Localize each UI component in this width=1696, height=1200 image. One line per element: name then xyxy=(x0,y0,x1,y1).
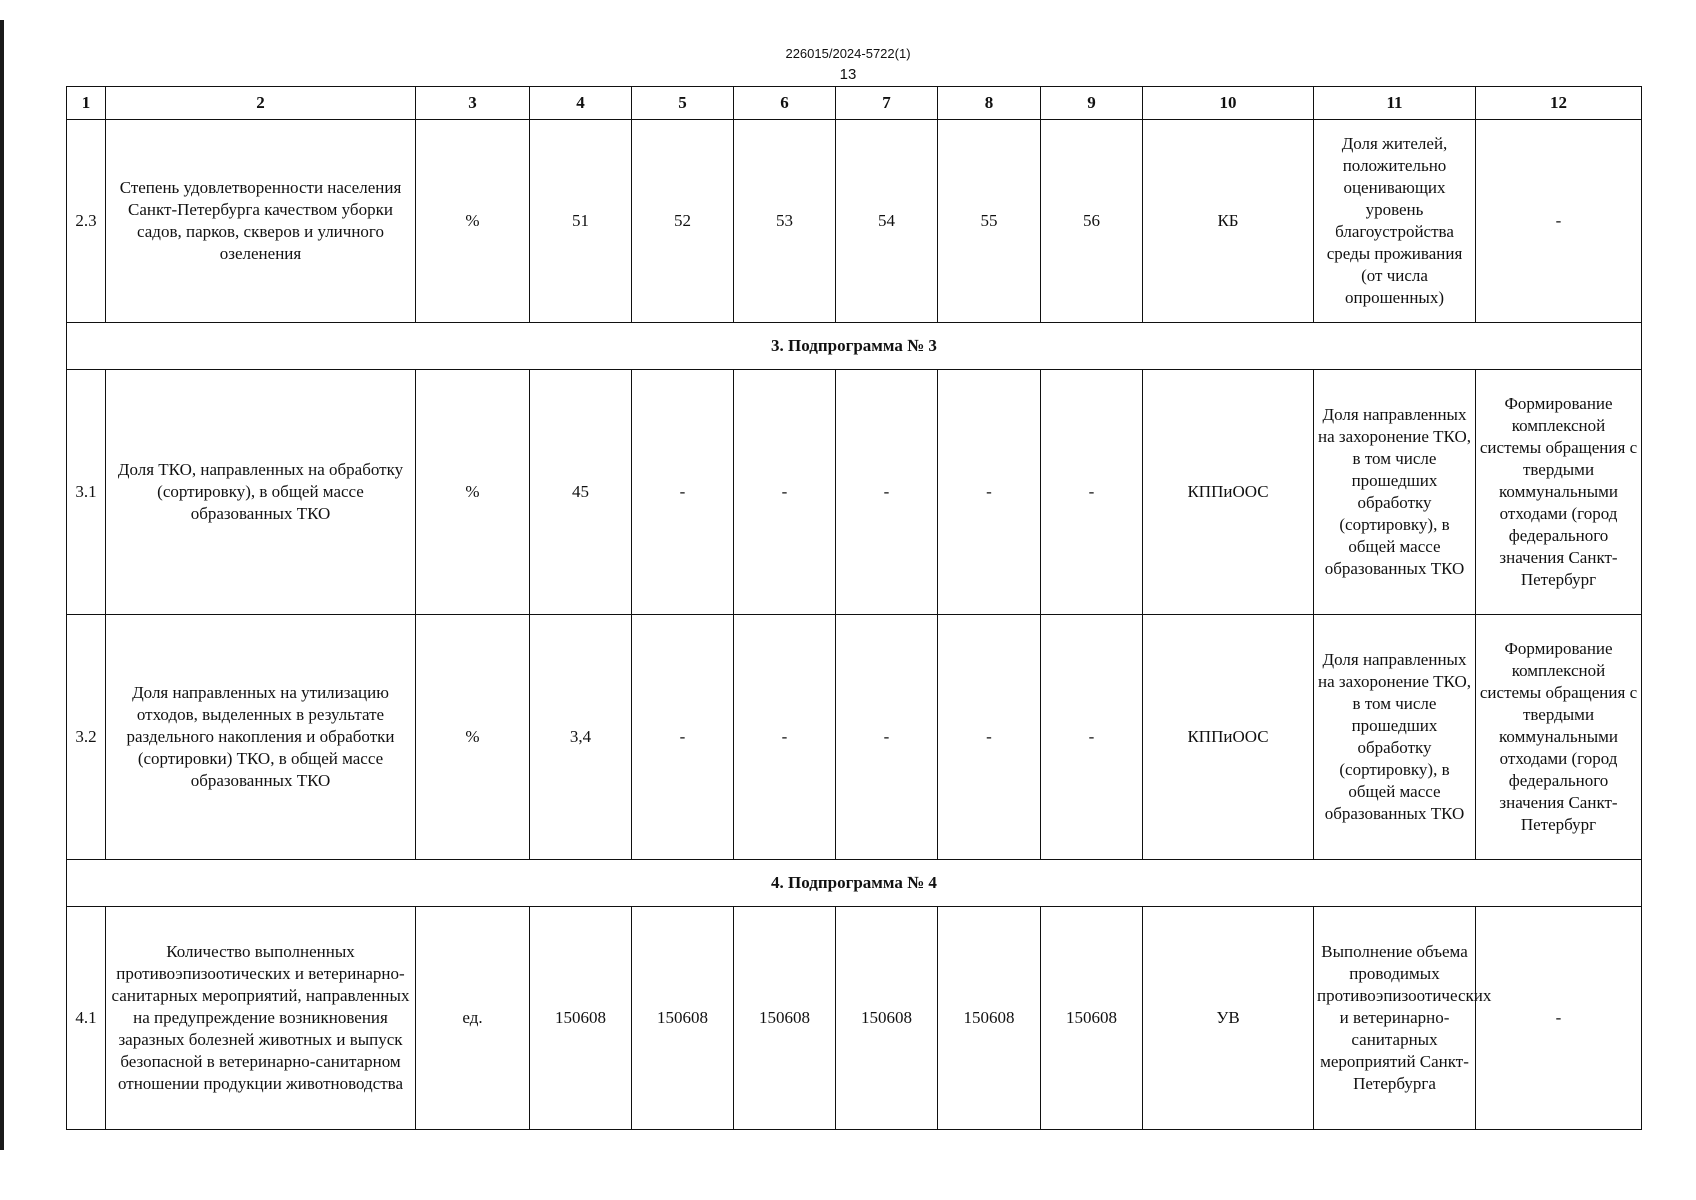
value-cell: 150608 xyxy=(836,907,938,1130)
header-cell: 6 xyxy=(734,87,836,120)
value-cell: - xyxy=(632,615,734,860)
goal-cell: - xyxy=(1476,120,1642,323)
target-indicator-cell: Выполнение объема проводимых противоэпизоотических и ветеринарно-санитарных мероприятий Санкт-Петербурга xyxy=(1314,907,1476,1130)
value-cell: - xyxy=(938,615,1041,860)
header-cell: 10 xyxy=(1143,87,1314,120)
header-cell: 3 xyxy=(416,87,530,120)
goal-cell: Формирование комплексной системы обращения с твердыми коммунальными отходами (город федерального значения Санкт-Петербург xyxy=(1476,370,1642,615)
executor-cell: КППиООС xyxy=(1143,615,1314,860)
value-cell: 52 xyxy=(632,120,734,323)
header-cell: 9 xyxy=(1041,87,1143,120)
value-cell: 3,4 xyxy=(530,615,632,860)
unit-cell: ед. xyxy=(416,907,530,1130)
value-cell: - xyxy=(836,615,938,860)
row-number: 3.2 xyxy=(67,615,106,860)
value-cell: 45 xyxy=(530,370,632,615)
section-row xyxy=(67,323,1642,370)
value-cell: - xyxy=(1041,370,1143,615)
indicators-table xyxy=(66,86,1642,1130)
value-cell: 53 xyxy=(734,120,836,323)
value-cell: 150608 xyxy=(632,907,734,1130)
value-cell: 150608 xyxy=(938,907,1041,1130)
target-indicator-cell: Доля жителей, положительно оценивающих уровень благоустройства среды проживания (от числа опрошенных) xyxy=(1314,120,1476,323)
indicator-name: Количество выполненных противоэпизоотических и ветеринарно-санитарных мероприятий, направленных на предупреждение возникновения заразных болезней животных и выпуск безопасной в ветеринарно-санитарном отношении продукции животноводства xyxy=(106,907,416,1130)
header-cell: 1 xyxy=(67,87,106,120)
executor-cell: УВ xyxy=(1143,907,1314,1130)
value-cell: - xyxy=(734,615,836,860)
row-number: 3.1 xyxy=(67,370,106,615)
header-cell: 7 xyxy=(836,87,938,120)
row-number: 2.3 xyxy=(67,120,106,323)
executor-cell: КБ xyxy=(1143,120,1314,323)
registration-number: 226015/2024-5722(1) xyxy=(785,46,911,61)
row-number: 4.1 xyxy=(67,907,106,1130)
scan-edge xyxy=(0,20,4,1150)
value-cell: 56 xyxy=(1041,120,1143,323)
section-title: 4. Подпрограмма № 4 xyxy=(67,860,1642,907)
indicator-name: Доля направленных на утилизацию отходов, выделенных в результате раздельного накопления и обработки (сортировки) ТКО, в общей массе образованных ТКО xyxy=(106,615,416,860)
value-cell: 55 xyxy=(938,120,1041,323)
unit-cell: % xyxy=(416,120,530,323)
value-cell: - xyxy=(938,370,1041,615)
section-title: 3. Подпрограмма № 3 xyxy=(67,323,1642,370)
header-cell: 11 xyxy=(1314,87,1476,120)
unit-cell: % xyxy=(416,615,530,860)
table-row xyxy=(67,615,1642,860)
value-cell: 54 xyxy=(836,120,938,323)
target-indicator-cell: Доля направленных на захоронение ТКО, в том числе прошедших обработку (сортировку), в общей массе образованных ТКО xyxy=(1314,370,1476,615)
header-cell: 2 xyxy=(106,87,416,120)
header-cell: 8 xyxy=(938,87,1041,120)
value-cell: - xyxy=(1041,615,1143,860)
header-cell: 12 xyxy=(1476,87,1642,120)
table-header-row xyxy=(67,87,1642,120)
table-row xyxy=(67,907,1642,1130)
value-cell: - xyxy=(632,370,734,615)
target-indicator-cell: Доля направленных на захоронение ТКО, в том числе прошедших обработку (сортировку), в общей массе образованных ТКО xyxy=(1314,615,1476,860)
indicator-name: Степень удовлетворенности населения Санкт-Петербурга качеством уборки садов, парков, скверов и уличного озеленения xyxy=(106,120,416,323)
header-cell: 5 xyxy=(632,87,734,120)
page-number: 13 xyxy=(839,66,857,83)
value-cell: 150608 xyxy=(1041,907,1143,1130)
goal-cell: - xyxy=(1476,907,1642,1130)
value-cell: 150608 xyxy=(734,907,836,1130)
value-cell: 150608 xyxy=(530,907,632,1130)
unit-cell: % xyxy=(416,370,530,615)
value-cell: 51 xyxy=(530,120,632,323)
goal-cell: Формирование комплексной системы обращения с твердыми коммунальными отходами (город федерального значения Санкт-Петербург xyxy=(1476,615,1642,860)
table-row xyxy=(67,120,1642,323)
indicator-name: Доля ТКО, направленных на обработку (сортировку), в общей массе образованных ТКО xyxy=(106,370,416,615)
value-cell: - xyxy=(734,370,836,615)
executor-cell: КППиООС xyxy=(1143,370,1314,615)
header-cell: 4 xyxy=(530,87,632,120)
value-cell: - xyxy=(836,370,938,615)
table-row xyxy=(67,370,1642,615)
section-row xyxy=(67,860,1642,907)
